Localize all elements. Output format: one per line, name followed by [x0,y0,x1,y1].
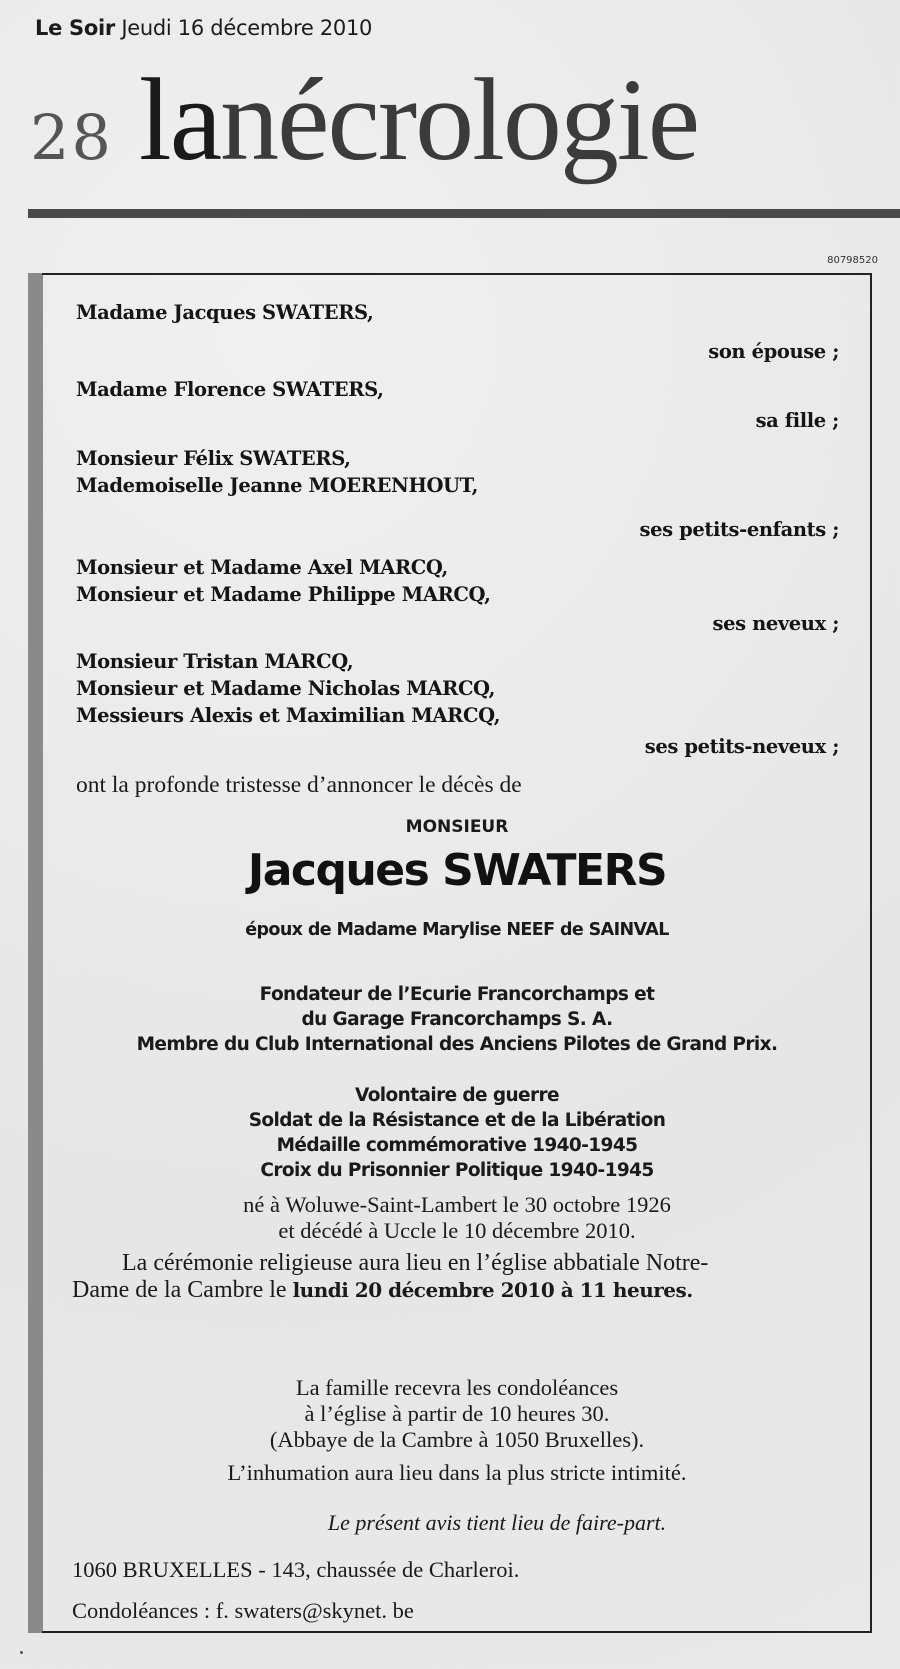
spouse-line: époux de Madame Marylise NEEF de SAINVAL [245,920,669,940]
issue-date: Jeudi 16 décembre 2010 [121,16,373,40]
title-line: Croix du Prisonnier Politique 1940-1945 [260,1160,654,1181]
family-name: Monsieur Tristan MARCQ, [76,650,354,673]
section-divider [28,209,900,218]
condolences-email-line [72,1598,414,1624]
condolences-email[interactable]: f. swaters@skynet. be [215,1598,414,1623]
family-name: Madame Florence SWATERS, [76,378,384,401]
reference-code: 80798520 [827,255,878,266]
ceremony-paragraph [72,1250,712,1304]
family-relation: sa fille ; [755,409,839,432]
masthead [35,16,372,40]
burial-line: L’inhumation aura lieu dans la plus stricte intimité. [227,1460,687,1485]
section-title [139,52,698,188]
ceremony-date: lundi 20 décembre 2010 à 11 heures. [292,1278,693,1302]
condolences-line: à l’église à partir de 10 heures 30. [304,1401,610,1426]
print-speck [20,1651,23,1654]
family-relation: son épouse ; [708,340,839,363]
family-name: Messieurs Alexis et Maximilian MARCQ, [76,704,501,727]
deceased-name: Jacques SWATERS [247,845,667,896]
condolences-line: (Abbaye de la Cambre à 1050 Bruxelles). [269,1427,645,1452]
section-title-prefix: la [138,54,221,185]
page-number: 28 [30,101,113,174]
condolences-line: La famille recevra les condoléances [295,1375,619,1400]
condolences-email-label: Condoléances : [72,1598,211,1623]
titles-group-war [42,1083,872,1183]
title-line: Membre du Club International des Anciens Pilotes de Grand Prix. [136,1034,778,1055]
titles-group-founder [42,982,872,1057]
title-line: Volontaire de guerre [354,1085,559,1106]
newspaper-name: Le Soir [35,16,115,40]
title-line: du Garage Francorchamps S. A. [301,1009,613,1030]
family-name: Madame Jacques SWATERS, [76,301,374,324]
family-relation: ses petits-enfants ; [639,518,839,541]
birth-death-block [42,1192,872,1244]
notice-left-bar [28,273,43,1633]
family-name: Mademoiselle Jeanne MOERENHOUT, [76,474,479,497]
faire-part-line: Le présent avis tient lieu de faire-part. [327,1510,667,1535]
death-line: et décédé à Uccle le 10 décembre 2010. [278,1218,636,1243]
section-title-main: nécrologie [220,54,699,185]
family-name: Monsieur et Madame Axel MARCQ, [76,556,448,579]
family-name: Monsieur et Madame Nicholas MARCQ, [76,677,496,700]
family-relation: ses neveux ; [712,612,839,635]
title-line: Médaille commémorative 1940-1945 [276,1135,638,1156]
section-header [30,52,698,188]
ceremony-text: La cérémonie religieuse aura lieu en l’église abbatiale Notre-Dame de la Cambre le [72,1250,709,1303]
birth-line: né à Woluwe-Saint-Lambert le 30 octobre 1926 [243,1192,671,1217]
family-name: Monsieur et Madame Philippe MARCQ, [76,583,491,606]
announcement-line: ont la profonde tristesse d’annoncer le décès de [76,772,522,798]
honorific: MONSIEUR [405,817,509,837]
title-line: Fondateur de l’Ecurie Francorchamps et [259,984,655,1005]
family-name: Monsieur Félix SWATERS, [76,447,351,470]
family-relation: ses petits-neveux ; [644,735,839,758]
condolences-block [42,1375,872,1453]
address-line: 1060 BRUXELLES - 143, chaussée de Charleroi. [72,1557,520,1582]
title-line: Soldat de la Résistance et de la Libération [248,1110,666,1131]
